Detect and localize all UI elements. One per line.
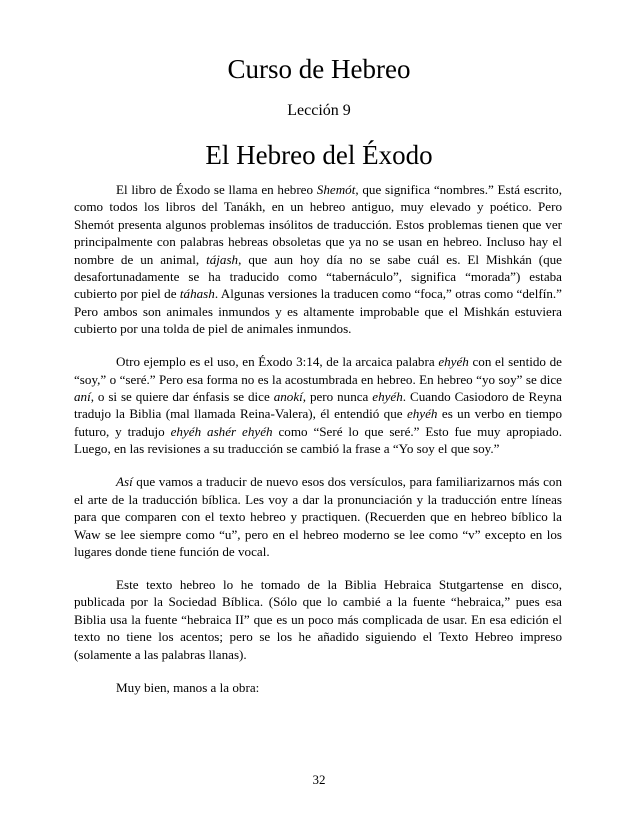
paragraph bbox=[74, 181, 562, 338]
text-run: , o si se quiere dar énfasis se dice bbox=[90, 389, 274, 405]
text-run: , que aun hoy día no se sabe cuál es. El Mishkán (que desafortunadamente se ha traducido como “tabernáculo”, significa “morada”) estaba cubierto por piel de bbox=[74, 251, 562, 302]
text-run: Muy bien, manos a la obra: bbox=[116, 679, 260, 695]
document-title: Curso de Hebreo bbox=[227, 54, 411, 84]
paragraph bbox=[74, 576, 562, 663]
text-run: . Cuando Casiodoro de Reyna tradujo la Biblia (mal llamada Reina-Valera), él entendió que bbox=[74, 389, 562, 422]
text-run: Otro ejemplo es el uso, en Éxodo 3:14, de la arcaica palabra bbox=[116, 354, 439, 370]
italic-term: Así bbox=[116, 474, 133, 490]
italic-term: ehyéh bbox=[372, 389, 403, 405]
body-text bbox=[74, 181, 562, 696]
italic-term: táhash bbox=[179, 286, 215, 302]
text-run: pero nunca bbox=[306, 389, 373, 405]
paragraph bbox=[74, 353, 562, 457]
italic-term: anokí, bbox=[273, 389, 307, 405]
italic-term: Shemót bbox=[316, 182, 356, 197]
text-run: Este texto hebreo lo he tomado de la Biblia Hebraica Stutgartense en disco, publicada por la Sociedad Bíblica. (Sólo que lo cambié a la fuente “hebraica,” pues esa Biblia usa la fuente “hebraica II” que es un poco más complicada de usar. En esa edición el texto no tiene los acentos; pero se los he añadido siguiendo el Texto Hebreo impreso (solamente a las palabras llanas). bbox=[74, 576, 562, 662]
text-run: es un verbo en tiempo futuro, y tradujo bbox=[74, 406, 562, 439]
text-run: que vamos a traducir de nuevo esos dos versículos, para familiarizarnos más con el arte de la traducción bíblica. Les voy a dar la pronunciación y la traducción entre líneas para que comparen con el texto hebreo y practiquen. (Recuerden que en hebreo bíblico la Waw se lee siempre como “u”, pero en el hebreo moderno se lee como “v” excepto en los lugares donde tiene función de vocal. bbox=[74, 474, 562, 559]
italic-term: ehyéh bbox=[438, 354, 469, 370]
paragraph bbox=[74, 679, 562, 696]
text-run: , que significa “nombres.” Está escrito, como todos los libros del Tanákh, en un hebreo antiguo, muy elevado y poético. Pero Shemót presenta algunos problemas insólitos de traducción. Estos problemas tienen que ver principalmente con palabras hebreas obsoletas que ya no se usan en hebreo. Incluso hay el nombre de un animal, bbox=[74, 182, 563, 267]
text-run: . Algunas versiones la traducen como “foca,” otras como “delfín.” Pero ambos son animales inmundos y es altamente improbable que el Mishkán estuviera cubierto por una tolda de piel de animales inmundos. bbox=[74, 286, 562, 337]
italic-term: ehyéh ashér ehyéh bbox=[170, 423, 273, 439]
italic-term: aní bbox=[74, 389, 91, 405]
page-number: 32 bbox=[312, 772, 326, 787]
italic-term: ehyéh bbox=[406, 406, 438, 422]
section-heading: El Hebreo del Éxodo bbox=[205, 140, 433, 170]
text-run: con el sentido de “soy,” o “seré.” Pero esa forma no es la acostumbrada en hebreo. En hebreo “yo soy” se dice bbox=[74, 354, 562, 387]
paragraph bbox=[74, 473, 562, 560]
italic-term: tájash bbox=[206, 251, 239, 267]
text-run: como “Seré lo que seré.” Esto fue muy apropiado. Luego, en las revisiones a su traducción se cambió la frase a “Yo soy el que soy.” bbox=[74, 423, 562, 457]
lesson-label: Lección 9 bbox=[287, 102, 351, 119]
text-run: El libro de Éxodo se llama en hebreo bbox=[116, 182, 317, 197]
